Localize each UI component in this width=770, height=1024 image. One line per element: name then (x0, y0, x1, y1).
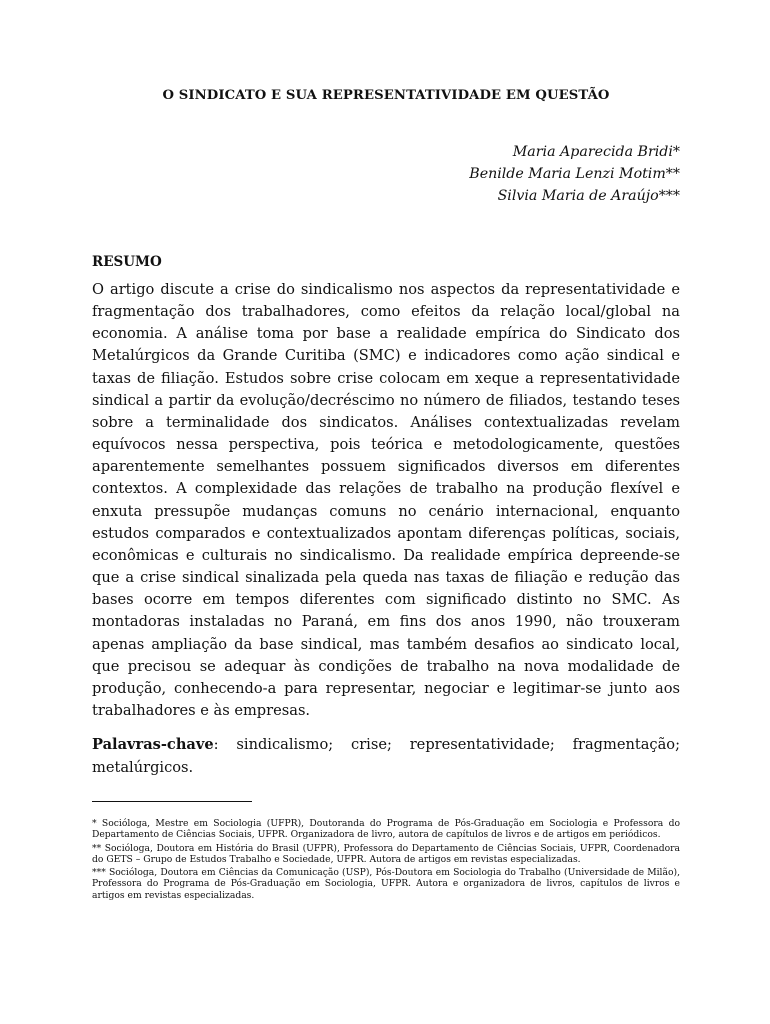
keywords-separator: : (213, 736, 219, 753)
footnote: ** Socióloga, Doutora em História do Brasil (UFPR), Professora do Departamento de Ciências Sociais, UFPR, Coordenadora do GETS – Grupo de Estudos Trabalho e Sociedade, UFPR. Autora de artigos em revistas especializadas. (92, 842, 680, 865)
keywords-paragraph (92, 734, 680, 779)
footnotes-section (92, 818, 680, 903)
keywords-text: sindicalismo; crise; representatividade; fragmentação; metalúrgicos. (92, 736, 681, 776)
document-page (92, 0, 680, 1024)
author-name: Maria Aparecida Bridi* (512, 144, 680, 160)
footnote: * Socióloga, Mestre em Sociologia (UFPR), Doutoranda do Programa de Pós-Graduação em Sociologia e Professora do Departamento de Ciências Sociais, UFPR. Organizadora de livro, autora de capítulos de livros e de artigos em periódicos. (92, 818, 680, 841)
abstract-text: O artigo discute a crise do sindicalismo nos aspectos da representatividade e fragmentação dos trabalhadores, como efeitos da relação local/global na economia. A análise toma por base a realidade empírica do Sindicato dos Metalúrgicos da Grande Curitiba (SMC) e indicadores como ação sindical e taxas de filiação. Estudos sobre crise colocam em xeque a representatividade sindical a partir da evolução/decréscimo no número de filiados, testando teses sobre a terminalidade dos sindicatos. Análises contextualizadas revelam equívocos nessa perspectiva, pois teórica e metodologicamente, questões aparentemente semelhantes possuem significados diversos em diferentes contextos. A complexidade das relações de trabalho na produção flexível e enxuta pressupõe mudanças comuns no cenário internacional, enquanto estudos comparados e contextualizados apontam diferenças políticas, sociais, econômicas e culturais no sindicalismo. Da realidade empírica depreende-se que a crise sindical sinalizada pela queda nas taxas de filiação e redução das bases ocorre em tempos diferentes com significado distinto no SMC. As montadoras instaladas no Paraná, em fins dos anos 1990, não trouxeram apenas ampliação da base sindical, mas também desafios ao sindicato local, que precisou se adequar às condições de trabalho na nova modalidade de produção, conhecendo-a para representar, negociar e legitimar-se junto aos trabalhadores e às empresas. (92, 281, 680, 719)
author-list (469, 141, 680, 207)
footnote-divider (92, 801, 252, 802)
author-name: Benilde Maria Lenzi Motim** (469, 166, 680, 182)
paper-title: O SINDICATO E SUA REPRESENTATIVIDADE EM QUESTÃO (162, 88, 610, 103)
author-name: Silvia Maria de Araújo*** (497, 188, 680, 204)
abstract-heading: RESUMO (92, 254, 162, 270)
footnote: *** Socióloga, Doutora em Ciências da Comunicação (USP), Pós-Doutora em Sociologia do Trabalho (Universidade de Milão), Professora do Programa de Pós-Graduação em Sociologia, UFPR. Autora e organizadora de livros, capítulos de livros e artigos em revistas especializadas. (92, 867, 680, 901)
keywords-label: Palavras-chave (92, 736, 214, 753)
